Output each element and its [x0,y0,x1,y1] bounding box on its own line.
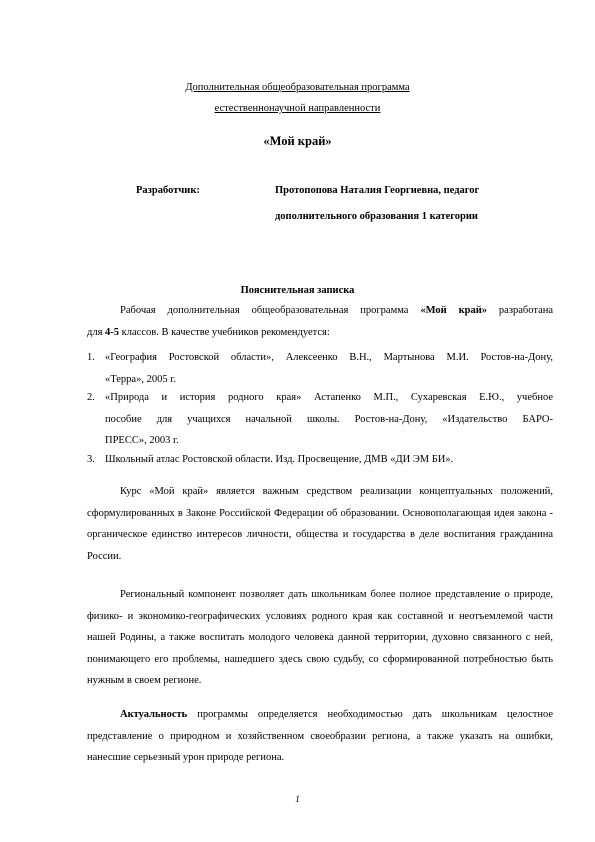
page-number: 1 [295,795,300,805]
list-text-line: «Природа и история родного края» Астапенко М.П., Сухаревская Е.Ю., учебное [105,392,553,403]
list-text-line: ПРЕСС», 2003 г. [105,435,179,446]
list-item [87,347,553,391]
intro-line-1: Рабочая дополнительная общеобразовательная программа «Мой край» разработана [120,305,554,316]
intro-paragraph [87,300,553,343]
list-text-line: Школьный атлас Ростовской области. Изд. Просвещение, ДМВ «ДИ ЭМ БИ». [105,454,454,465]
list-number: 2. [87,392,95,403]
list-text-line: пособие для учащихся начальной школы. Ростов-на-Дону, «Издательство БАРО- [105,413,553,425]
list-text-line: «Терра», 2005 г. [105,373,176,385]
program-direction-line: естественнонаучной направленности [214,103,381,114]
list-item [87,449,553,471]
paragraph-relevance [87,704,553,769]
paragraph-regional: Региональный компонент позволяет дать школьникам более полное представление о природе, физико- и экономико-географических условиях родного края как составной и неотъемлемой части нашей Родины, а также воспитать молодого человека данной территории, духовно связанного с ней, понимающего его проблемы, нашедшего здесь свою судьбу, со сформированной потребностью быть нужным в своем регионе. [87,589,553,686]
program-type-line: Дополнительная общеобразовательная программа [185,82,410,93]
program-title: «Мой край» [263,134,332,148]
section-heading: Пояснительная записка [240,285,355,296]
developer-position: дополнительного образования 1 категории [275,211,478,222]
relevance-term: Актуальность [120,709,188,720]
list-item [87,387,553,453]
list-text-line: «География Ростовской области», Алексеенко В.Н., Мартынова М.И. Ростов-на-Дону, [105,352,553,363]
developer-label: Разработчик: [136,185,200,196]
developer-name: Протопопова Наталия Георгиевна, педагог [275,185,480,196]
intro-line-2: для 4-5 классов. В качестве учебников рекомендуется: [87,326,330,338]
relevance-text: программы определяется необходимостью дать школьникам целостное представление о природном и хозяйственном своеобразии региона, а также указать на ошибки, нанесшие серьезный урон природе региона. [87,709,553,763]
list-number: 3. [87,454,95,465]
list-number: 1. [87,352,95,363]
paragraph-course: Курс «Мой край» является важным средством реализации концептуальных положений, сформулированных в Законе Российской Федерации об образовании. Основополагающая идея закона - органическое единство интересов личности, общества и государства в деле воспитания гражданина России. [87,486,553,562]
